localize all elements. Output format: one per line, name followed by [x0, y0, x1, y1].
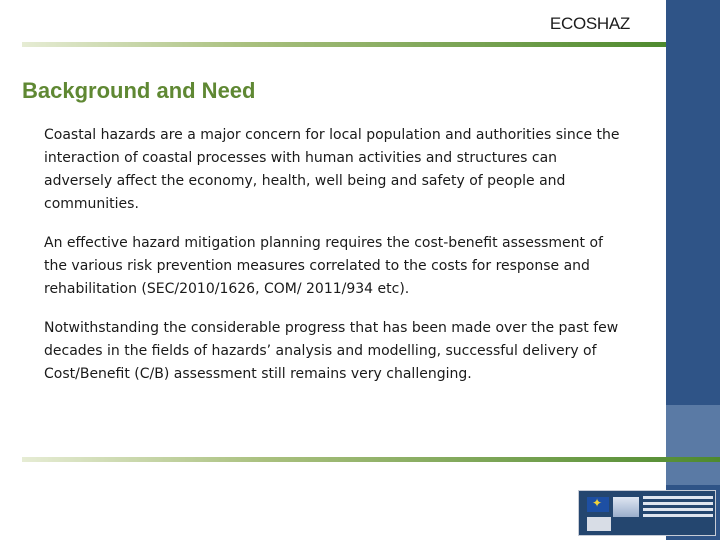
building-icon [613, 497, 639, 517]
top-divider [22, 42, 666, 47]
paragraph-1: Coastal hazards are a major concern for local population and authorities since the interaction of coastal processes with human activities and structures can adversely affect the economy, health, well being and safety of people and communities. [44, 127, 620, 212]
paragraph-3: Notwithstanding the considerable progress that has been made over the past few decades in the fields of hazards’ analysis and modelling, successful delivery of Cost/Benefit (C/B) assessment still remains very challenging. [44, 320, 619, 382]
right-band-highlight [666, 405, 720, 485]
paragraph-2: An effective hazard mitigation planning requires the cost-benefit assessment of the various risk prevention measures correlated to the costs for response and rehabilitation (SEC/2010/1626, COM/ 2011/934 etc). [44, 235, 603, 297]
logo-emblem [587, 517, 611, 531]
slide-title: Background and Need [22, 78, 256, 103]
slide-body [44, 124, 624, 402]
eu-flag-icon [587, 497, 609, 512]
european-commission-logo [578, 490, 716, 536]
header-title: ECOSHAZ [549, 14, 630, 33]
logo-text-lines [643, 496, 713, 520]
bottom-divider [22, 457, 720, 462]
